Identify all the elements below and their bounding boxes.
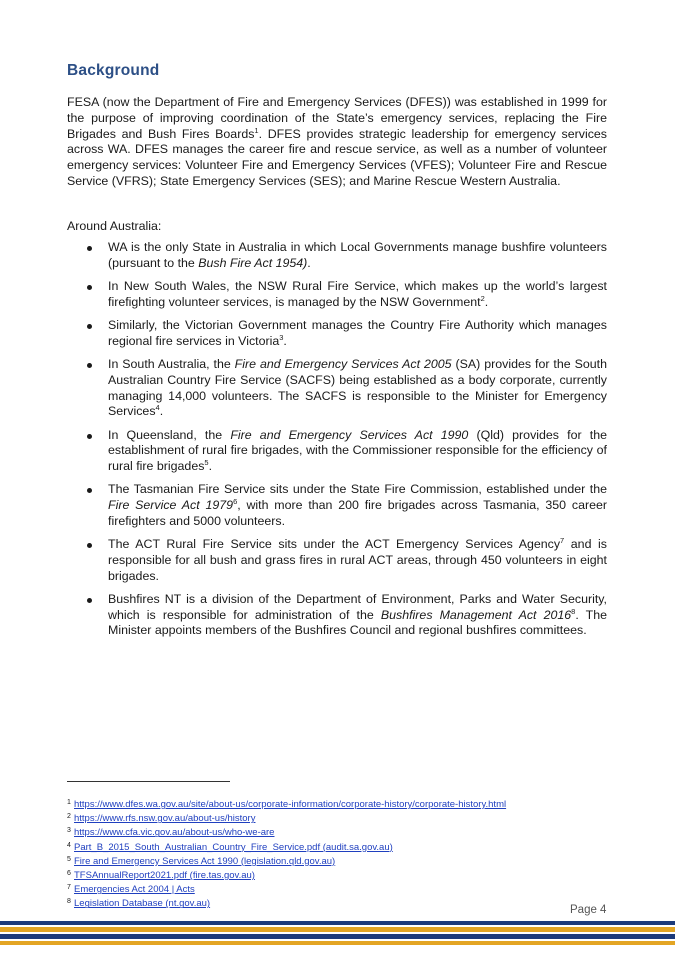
bullet-icon [87,285,92,290]
footnote-link[interactable]: Fire and Emergency Services Act 1990 (legislation.qld.gov.au) [74,855,336,867]
list-item: In New South Wales, the NSW Rural Fire Service, which makes up the world’s largest firefighting volunteer services, is managed by the NSW Government$^2$. [67,279,607,311]
bullet-icon [87,246,92,251]
footnote-ref[interactable]: 7 [560,536,565,546]
footnote-ref[interactable]: 5 [204,458,209,468]
bullet-icon [87,543,92,548]
footnote-link[interactable]: Legislation Database (nt.gov.au) [74,898,211,910]
list-item: The ACT Rural Fire Service sits under the ACT Emergency Services Agency$^7$ and is responsible for all bush and grass fires in rural ACT areas, through 450 volunteers in eight brigades. [67,537,607,584]
intro-paragraph: FESA (now the Department of Fire and Emergency Services (DFES)) was established in 1999 for the purpose of improving coordination of the State’s emergency services, replacing the Fire Brigades and Bush Fires Boards$^1$. DFES provides strategic leadership for emergency services across WA. DFES manages the career fire and rescue service, as well as a number of volunteer emergency services: Volunteer Fire and Emergency Services (VFES); Volunteer Fire and Rescue Service (VFRS); State Emergency Services (SES); and Marine Rescue Western Australia. [67,95,607,188]
footnote-link[interactable]: https://www.cfa.vic.gov.au/about-us/who-we-are [74,827,275,839]
list-item: Bushfires NT is a division of the Department of Environment, Parks and Water Security, which is responsible for administration of the Bushfires Management Act 2016$^8$. The Minister appoints members of the Bushfires Council and regional bushfires committees. [67,592,607,639]
bullet-icon [87,324,92,329]
footnote-ref[interactable]: 8 [571,606,576,616]
footer-stripe-navy [0,921,675,925]
footnote-item: 5 Fire and Emergency Services Act 1990 (legislation.qld.gov.au) [67,855,336,867]
footnote-item: 1 https://www.dfes.wa.gov.au/site/about-us/corporate-information/corporate-history/corporate-history.html [67,799,507,810]
footnote-ref[interactable]: 3 [279,332,284,342]
footer-stripe-gold [0,941,675,945]
states-bullet-list [67,240,607,647]
footnote-item: 4 Part_B_2015_South_Australian_Country_Fire_Service.pdf (audit.sa.gov.au) [67,841,393,853]
footnote-item: 3 https://www.cfa.vic.gov.au/about-us/who-we-are [67,827,275,839]
footnote-item: 2 https://www.rfs.nsw.gov.au/about-us/history [67,813,256,825]
footnote-item: 7 Emergencies Act 2004 | Acts [67,884,195,896]
around-australia-label: Around Australia: [67,219,162,233]
footnote-ref[interactable]: 1 [254,125,259,135]
footnote-link[interactable]: Emergencies Act 2004 | Acts [74,884,195,896]
bullet-icon [87,434,92,439]
footnote-link[interactable]: TFSAnnualReport2021.pdf (fire.tas.gov.au) [74,870,255,882]
footnote-item: 8 Legislation Database (nt.gov.au) [67,898,211,910]
footnote-link[interactable]: https://www.rfs.nsw.gov.au/about-us/history [74,813,256,825]
list-item: In Queensland, the Fire and Emergency Services Act 1990 (Qld) provides for the establishment of rural fire brigades, with the Commissioner responsible for the efficiency of rural fire brigades$^5$. [67,428,607,475]
footer-stripe-gold [0,927,675,932]
footnote-ref[interactable]: 6 [233,497,238,507]
footnote-item: 6 TFSAnnualReport2021.pdf (fire.tas.gov.au) [67,870,255,882]
bullet-icon [87,488,92,493]
footer-stripe-navy [0,934,675,939]
list-item: The Tasmanian Fire Service sits under the State Fire Commission, established under the Fire Service Act 1979$^6$, with more than 200 fire brigades across Tasmania, 350 career firefighters and 5000 volunteers. [67,482,607,529]
footnote-ref[interactable]: 2 [480,293,485,303]
footnotes [67,797,627,911]
list-item: WA is the only State in Australia in which Local Governments manage bushfire volunteers (pursuant to the Bush Fire Act 1954). [67,240,607,272]
bullet-icon [87,363,92,368]
footnote-link[interactable]: Part_B_2015_South_Australian_Country_Fire_Service.pdf (audit.sa.gov.au) [74,841,393,853]
footnote-ref[interactable]: 4 [155,403,160,413]
list-item: Similarly, the Victorian Government manages the Country Fire Authority which manages regional fire services in Victoria$^3$. [67,318,607,350]
footnote-divider [67,781,230,782]
section-heading: Background [67,62,160,79]
footnote-link[interactable]: https://www.dfes.wa.gov.au/site/about-us/corporate-information/corporate-history/corporate-history.html [74,799,507,810]
bullet-icon [87,598,92,603]
list-item: In South Australia, the Fire and Emergency Services Act 2005 (SA) provides for the South Australian Country Fire Service (SACFS) being established as a body corporate, currently managing 14,000 volunteers. The SACFS is responsible to the Minister for Emergency Services$^4$. [67,357,607,420]
page-number: Page 4 [570,904,607,916]
